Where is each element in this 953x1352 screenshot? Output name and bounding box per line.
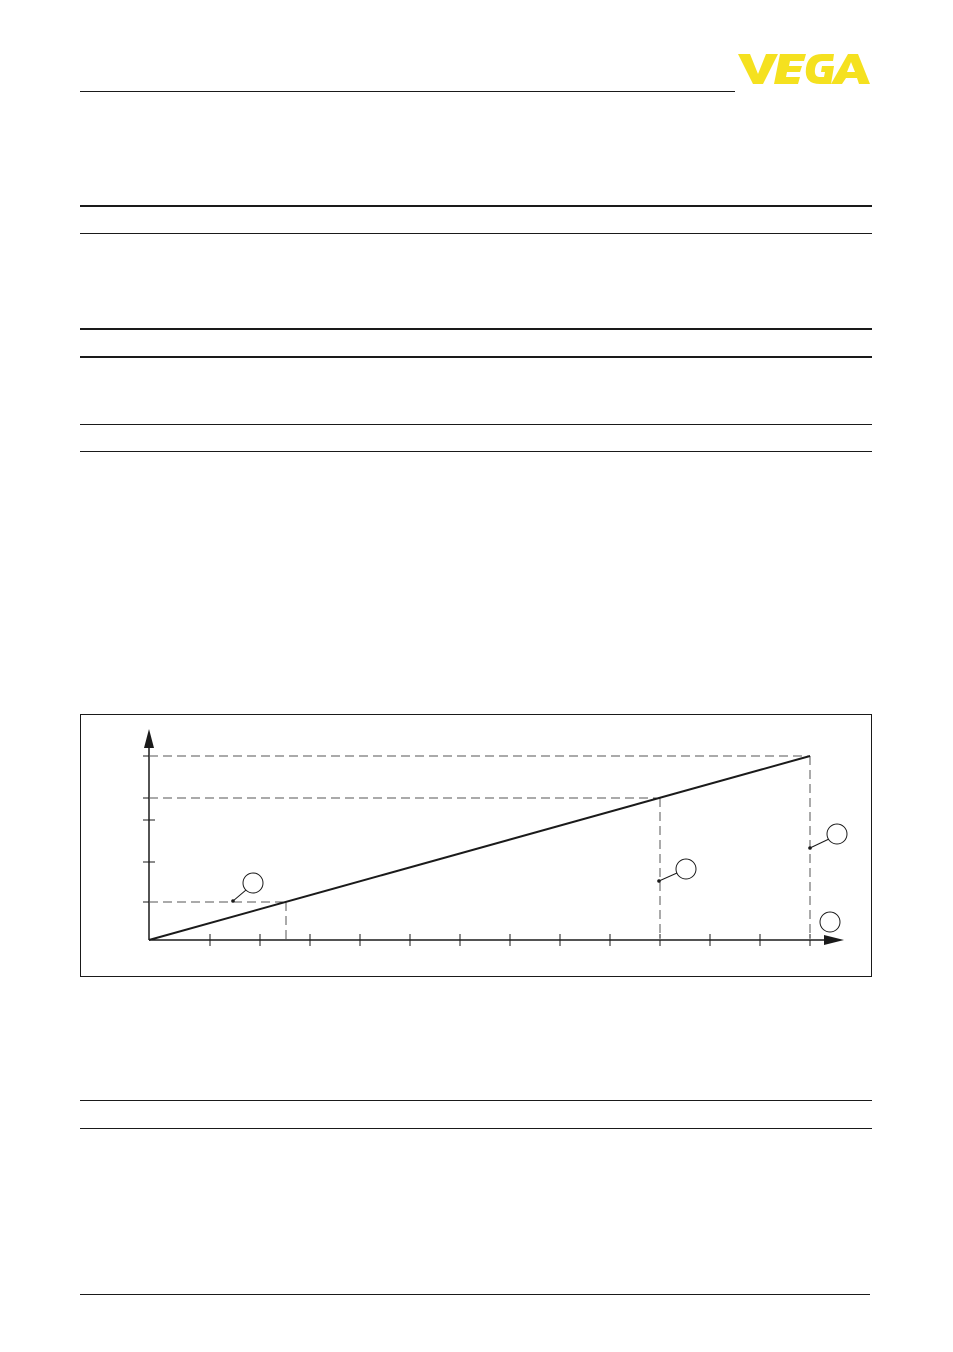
callout-3 <box>808 824 847 850</box>
section-rule <box>80 451 872 452</box>
section-rule <box>80 1100 872 1101</box>
y-axis-arrow <box>144 729 154 748</box>
linearization-curve <box>149 756 810 940</box>
callout-1 <box>231 873 263 903</box>
callout-4 <box>820 912 840 932</box>
section-rule <box>80 205 872 207</box>
section-rule <box>80 424 872 425</box>
section-rule <box>80 328 872 330</box>
linearization-figure <box>80 714 872 977</box>
x-axis-arrow <box>824 935 844 945</box>
callout-2 <box>657 859 696 883</box>
header-rule <box>80 91 735 92</box>
section-rule <box>80 233 872 234</box>
vega-logo <box>736 48 876 88</box>
section-rule <box>80 1128 872 1129</box>
footer-rule <box>80 1294 870 1295</box>
section-rule <box>80 356 872 358</box>
linearization-diagram <box>81 715 871 976</box>
